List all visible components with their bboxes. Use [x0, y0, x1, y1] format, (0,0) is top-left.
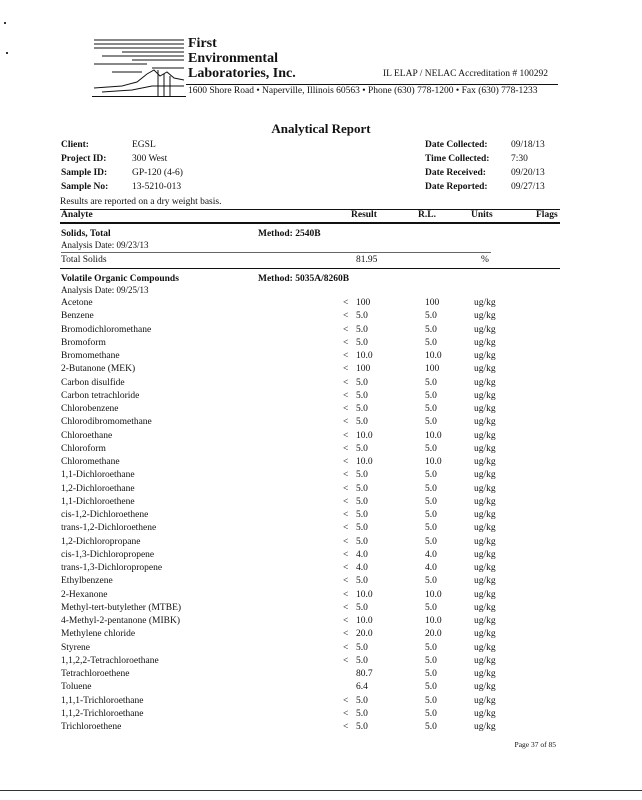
- units-value: ug/kg: [474, 324, 496, 335]
- less-than-qualifier: <: [343, 510, 349, 520]
- sample-no-label: Sample No:: [61, 182, 109, 192]
- units-value: ug/kg: [474, 536, 496, 547]
- less-than-qualifier: <: [343, 298, 349, 308]
- result-value: 100: [356, 364, 371, 375]
- result-value: 80.7: [356, 669, 373, 679]
- table-row: [0, 255, 642, 268]
- units-value: ug/kg: [474, 457, 496, 467]
- voc-analysis-date: Analysis Date: 09/25/13: [61, 285, 149, 295]
- table-row: [0, 722, 642, 735]
- result-value: 5.0: [356, 404, 368, 414]
- table-row: [0, 391, 642, 404]
- reporting-limit-value: 5.0: [425, 443, 437, 454]
- result-value: 5.0: [356, 536, 368, 547]
- table-row: [0, 311, 642, 324]
- reporting-limit-value: 5.0: [425, 523, 437, 534]
- units-value: ug/kg: [474, 430, 496, 441]
- date-reported-value: 09/27/13: [511, 182, 545, 192]
- result-value: 5.0: [356, 642, 368, 653]
- report-title: Analytical Report: [271, 121, 371, 136]
- analyte-name: 1,2-Dichloropropane: [61, 536, 141, 547]
- date-received-value: 09/20/13: [511, 168, 545, 178]
- sample-no-value: 13-5210-013: [132, 182, 182, 192]
- result-value: 100: [356, 298, 371, 308]
- col-header-rl: R.L.: [418, 210, 436, 220]
- table-row: [0, 656, 642, 669]
- less-than-qualifier: <: [343, 616, 349, 626]
- table-row: [0, 497, 642, 510]
- less-than-qualifier: <: [343, 404, 349, 414]
- less-than-qualifier: <: [343, 377, 349, 388]
- reporting-limit-value: 5.0: [425, 324, 437, 335]
- company-logo: [92, 36, 184, 100]
- units-value: ug/kg: [474, 669, 496, 679]
- client-label: Client:: [61, 140, 89, 150]
- less-than-qualifier: <: [343, 443, 349, 454]
- units-value: ug/kg: [474, 576, 496, 587]
- sample-id-label: Sample ID:: [61, 168, 108, 178]
- col-header-flags: Flags: [536, 210, 558, 220]
- units-value: ug/kg: [474, 629, 496, 640]
- units-value: ug/kg: [474, 377, 496, 388]
- units-value: ug/kg: [474, 708, 496, 719]
- result-value: 10.0: [356, 589, 373, 600]
- reporting-limit-value: 4.0: [425, 563, 437, 573]
- units-value: ug/kg: [474, 404, 496, 414]
- result-value: 5.0: [356, 443, 368, 454]
- table-row: [0, 338, 642, 351]
- project-id-value: 300 West: [132, 154, 168, 164]
- reporting-limit-value: 5.0: [425, 404, 437, 414]
- analyte-name: Total Solids: [61, 255, 107, 265]
- units-value: ug/kg: [474, 298, 496, 308]
- result-value: 5.0: [356, 377, 368, 388]
- result-value: 5.0: [356, 655, 368, 666]
- analyte-name: Chloroethane: [61, 430, 113, 441]
- result-value: 5.0: [356, 470, 368, 481]
- result-value: 5.0: [356, 576, 368, 587]
- scan-speck: [4, 22, 6, 24]
- analyte-name: Carbon disulfide: [61, 377, 125, 388]
- company-name-line1: First: [188, 36, 217, 51]
- table-row: [0, 576, 642, 589]
- table-row: [0, 682, 642, 695]
- less-than-qualifier: <: [343, 642, 349, 653]
- units-value: ug/kg: [474, 722, 496, 732]
- col-header-result: Result: [351, 210, 377, 220]
- analyte-name: Methyl-tert-butylether (MTBE): [61, 602, 182, 613]
- table-row: [0, 404, 642, 417]
- less-than-qualifier: <: [343, 602, 349, 613]
- table-row: [0, 643, 642, 656]
- reporting-limit-value: 100: [425, 364, 440, 375]
- time-collected-value: 7:30: [511, 154, 528, 164]
- less-than-qualifier: <: [343, 483, 349, 494]
- analyte-name: Chlorobenzene: [61, 404, 119, 414]
- units-value: ug/kg: [474, 390, 496, 401]
- units-value: ug/kg: [474, 483, 496, 494]
- units-value: ug/kg: [474, 364, 496, 375]
- units-value: ug/kg: [474, 351, 496, 361]
- dry-weight-note: Results are reported on a dry weight basis.: [60, 197, 222, 207]
- result-value: 5.0: [356, 337, 368, 348]
- date-reported-label: Date Reported:: [425, 182, 488, 192]
- units-value: ug/kg: [474, 510, 496, 520]
- reporting-limit-value: 5.0: [425, 337, 437, 348]
- less-than-qualifier: <: [343, 324, 349, 335]
- analyte-name: Styrene: [61, 642, 91, 653]
- result-value: 5.0: [356, 311, 368, 322]
- analyte-name: Acetone: [61, 298, 93, 308]
- less-than-qualifier: <: [343, 523, 349, 534]
- analyte-name: Chloromethane: [61, 457, 120, 467]
- units-value: %: [481, 255, 489, 265]
- result-value: 6.4: [356, 682, 368, 693]
- reporting-limit-value: 10.0: [425, 589, 442, 600]
- units-value: ug/kg: [474, 311, 496, 322]
- less-than-qualifier: <: [343, 470, 349, 481]
- analyte-name: 2-Hexanone: [61, 589, 108, 600]
- units-value: ug/kg: [474, 496, 496, 507]
- table-row: [0, 550, 642, 563]
- less-than-qualifier: <: [343, 496, 349, 507]
- table-row: [0, 616, 642, 629]
- analyte-name: Toluene: [61, 682, 92, 693]
- less-than-qualifier: <: [343, 311, 349, 322]
- analyte-name: 2-Butanone (MEK): [61, 364, 136, 375]
- table-row: [0, 510, 642, 523]
- less-than-qualifier: <: [343, 629, 349, 640]
- company-name-line3: Laboratories, Inc.: [188, 66, 296, 81]
- units-value: ug/kg: [474, 589, 496, 600]
- table-row: [0, 417, 642, 430]
- date-collected-value: 09/18/13: [511, 140, 545, 150]
- page-bottom-edge: [0, 790, 642, 791]
- table-row: [0, 457, 642, 470]
- result-value: 81.95: [356, 255, 378, 265]
- table-row: [0, 470, 642, 483]
- result-value: 5.0: [356, 483, 368, 494]
- table-row: [0, 444, 642, 457]
- units-value: ug/kg: [474, 563, 496, 573]
- reporting-limit-value: 5.0: [425, 496, 437, 507]
- analyte-name: Ethylbenzene: [61, 576, 113, 587]
- analyte-name: 1,1-Dichloroethane: [61, 470, 135, 481]
- result-value: 10.0: [356, 457, 373, 467]
- analyte-name: cis-1,2-Dichloroethene: [61, 510, 149, 520]
- accreditation-text: IL ELAP / NELAC Accreditation # 100292: [383, 69, 548, 79]
- less-than-qualifier: <: [343, 722, 349, 732]
- reporting-limit-value: 20.0: [425, 629, 442, 640]
- client-value: EGSL: [132, 140, 156, 150]
- page-number: Page 37 of 85: [514, 740, 556, 749]
- table-row: [0, 563, 642, 576]
- analyte-name: Carbon tetrachloride: [61, 390, 140, 401]
- table-row: [0, 537, 642, 550]
- table-row: [0, 709, 642, 722]
- solids-bottom-rule: [60, 268, 560, 269]
- less-than-qualifier: <: [343, 364, 349, 375]
- scan-speck: [6, 52, 8, 54]
- col-header-units: Units: [471, 210, 493, 220]
- reporting-limit-value: 10.0: [425, 457, 442, 467]
- less-than-qualifier: <: [343, 536, 349, 547]
- table-row: [0, 351, 642, 364]
- reporting-limit-value: 5.0: [425, 602, 437, 613]
- less-than-qualifier: <: [343, 417, 349, 428]
- table-row: [0, 629, 642, 642]
- units-value: ug/kg: [474, 695, 496, 706]
- company-name: [188, 36, 296, 81]
- less-than-qualifier: <: [343, 337, 349, 348]
- units-value: ug/kg: [474, 417, 496, 428]
- table-row: [0, 696, 642, 709]
- reporting-limit-value: 10.0: [425, 351, 442, 361]
- analyte-name: Bromoform: [61, 337, 106, 348]
- table-row: [0, 298, 642, 311]
- units-value: ug/kg: [474, 549, 496, 560]
- reporting-limit-value: 100: [425, 298, 440, 308]
- less-than-qualifier: <: [343, 655, 349, 666]
- table-row: [0, 484, 642, 497]
- company-name-line2: Environmental: [188, 51, 278, 66]
- analyte-name: cis-1,3-Dichloropropene: [61, 549, 155, 560]
- table-row: [0, 669, 642, 682]
- letterhead-rule: [186, 84, 558, 85]
- voc-section-title: Volatile Organic Compounds: [61, 274, 179, 284]
- result-value: 10.0: [356, 351, 373, 361]
- less-than-qualifier: <: [343, 430, 349, 441]
- reporting-limit-value: 5.0: [425, 417, 437, 428]
- reporting-limit-value: 5.0: [425, 311, 437, 322]
- analyte-name: 1,1,1-Trichloroethane: [61, 695, 144, 706]
- result-value: 5.0: [356, 496, 368, 507]
- analyte-name: 1,1,2,2-Tetrachloroethane: [61, 655, 159, 666]
- analyte-name: trans-1,3-Dichloropropene: [61, 563, 163, 573]
- solids-section-title: Solids, Total: [61, 229, 111, 239]
- table-row: [0, 378, 642, 391]
- reporting-limit-value: 4.0: [425, 549, 437, 560]
- reporting-limit-value: 5.0: [425, 390, 437, 401]
- analyte-name: Tetrachloroethene: [61, 669, 130, 679]
- result-value: 5.0: [356, 390, 368, 401]
- table-row: [0, 590, 642, 603]
- reporting-limit-value: 5.0: [425, 536, 437, 547]
- result-value: 5.0: [356, 510, 368, 520]
- col-header-analyte: Analyte: [61, 210, 93, 220]
- analyte-name: 1,1-Dichloroethene: [61, 496, 135, 507]
- reporting-limit-value: 5.0: [425, 642, 437, 653]
- table-row: [0, 325, 642, 338]
- time-collected-label: Time Collected:: [425, 154, 490, 164]
- analyte-name: Chloroform: [61, 443, 106, 454]
- result-value: 5.0: [356, 602, 368, 613]
- less-than-qualifier: <: [343, 457, 349, 467]
- date-collected-label: Date Collected:: [425, 140, 488, 150]
- table-row: [0, 603, 642, 616]
- result-value: 10.0: [356, 616, 373, 626]
- reporting-limit-value: 5.0: [425, 682, 437, 693]
- sample-id-value: GP-120 (4-6): [132, 168, 183, 178]
- table-row: [0, 431, 642, 444]
- less-than-qualifier: <: [343, 390, 349, 401]
- project-id-label: Project ID:: [61, 154, 107, 164]
- result-value: 5.0: [356, 324, 368, 335]
- analyte-name: Benzene: [61, 311, 94, 322]
- less-than-qualifier: <: [343, 695, 349, 706]
- table-row: [0, 364, 642, 377]
- voc-method: Method: 5035A/8260B: [258, 274, 350, 284]
- analyte-name: Chlorodibromomethane: [61, 417, 152, 428]
- result-value: 20.0: [356, 629, 373, 640]
- units-value: ug/kg: [474, 616, 496, 626]
- letterhead-rule-left: [92, 96, 186, 97]
- analyte-name: trans-1,2-Dichloroethene: [61, 523, 157, 534]
- reporting-limit-value: 10.0: [425, 430, 442, 441]
- less-than-qualifier: <: [343, 549, 349, 560]
- reporting-limit-value: 5.0: [425, 695, 437, 706]
- solids-divider: [61, 252, 491, 253]
- analyte-name: 1,2-Dichloroethane: [61, 483, 135, 494]
- units-value: ug/kg: [474, 523, 496, 534]
- result-value: 10.0: [356, 430, 373, 441]
- result-value: 5.0: [356, 417, 368, 428]
- reporting-limit-value: 5.0: [425, 483, 437, 494]
- units-value: ug/kg: [474, 682, 496, 693]
- reporting-limit-value: 5.0: [425, 510, 437, 520]
- reporting-limit-value: 5.0: [425, 576, 437, 587]
- units-value: ug/kg: [474, 470, 496, 481]
- less-than-qualifier: <: [343, 576, 349, 587]
- units-value: ug/kg: [474, 602, 496, 613]
- units-value: ug/kg: [474, 443, 496, 454]
- reporting-limit-value: 5.0: [425, 470, 437, 481]
- reporting-limit-value: 5.0: [425, 708, 437, 719]
- company-address: 1600 Shore Road • Naperville, Illinois 60563 • Phone (630) 778-1200 • Fax (630) 778-1233: [188, 86, 538, 96]
- result-value: 5.0: [356, 695, 368, 706]
- result-value: 5.0: [356, 722, 368, 732]
- less-than-qualifier: <: [343, 563, 349, 573]
- less-than-qualifier: <: [343, 708, 349, 719]
- result-value: 4.0: [356, 549, 368, 560]
- reporting-limit-value: 5.0: [425, 655, 437, 666]
- analyte-name: Methylene chloride: [61, 629, 136, 640]
- analyte-name: Bromodichloromethane: [61, 324, 152, 335]
- table-row: [0, 523, 642, 536]
- units-value: ug/kg: [474, 655, 496, 666]
- reporting-limit-value: 5.0: [425, 669, 437, 679]
- reporting-limit-value: 10.0: [425, 616, 442, 626]
- less-than-qualifier: <: [343, 589, 349, 600]
- header-bottom-rule: [60, 222, 560, 224]
- date-received-label: Date Received:: [425, 168, 486, 178]
- analyte-name: Trichloroethene: [61, 722, 122, 732]
- reporting-limit-value: 5.0: [425, 722, 437, 732]
- analyte-name: 1,1,2-Trichloroethane: [61, 708, 144, 719]
- units-value: ug/kg: [474, 337, 496, 348]
- result-value: 5.0: [356, 523, 368, 534]
- less-than-qualifier: <: [343, 351, 349, 361]
- solids-method: Method: 2540B: [258, 229, 321, 239]
- reporting-limit-value: 5.0: [425, 377, 437, 388]
- result-value: 4.0: [356, 563, 368, 573]
- analyte-name: Bromomethane: [61, 351, 120, 361]
- analyte-name: 4-Methyl-2-pentanone (MIBK): [61, 616, 180, 626]
- units-value: ug/kg: [474, 642, 496, 653]
- result-value: 5.0: [356, 708, 368, 719]
- solids-analysis-date: Analysis Date: 09/23/13: [61, 240, 149, 250]
